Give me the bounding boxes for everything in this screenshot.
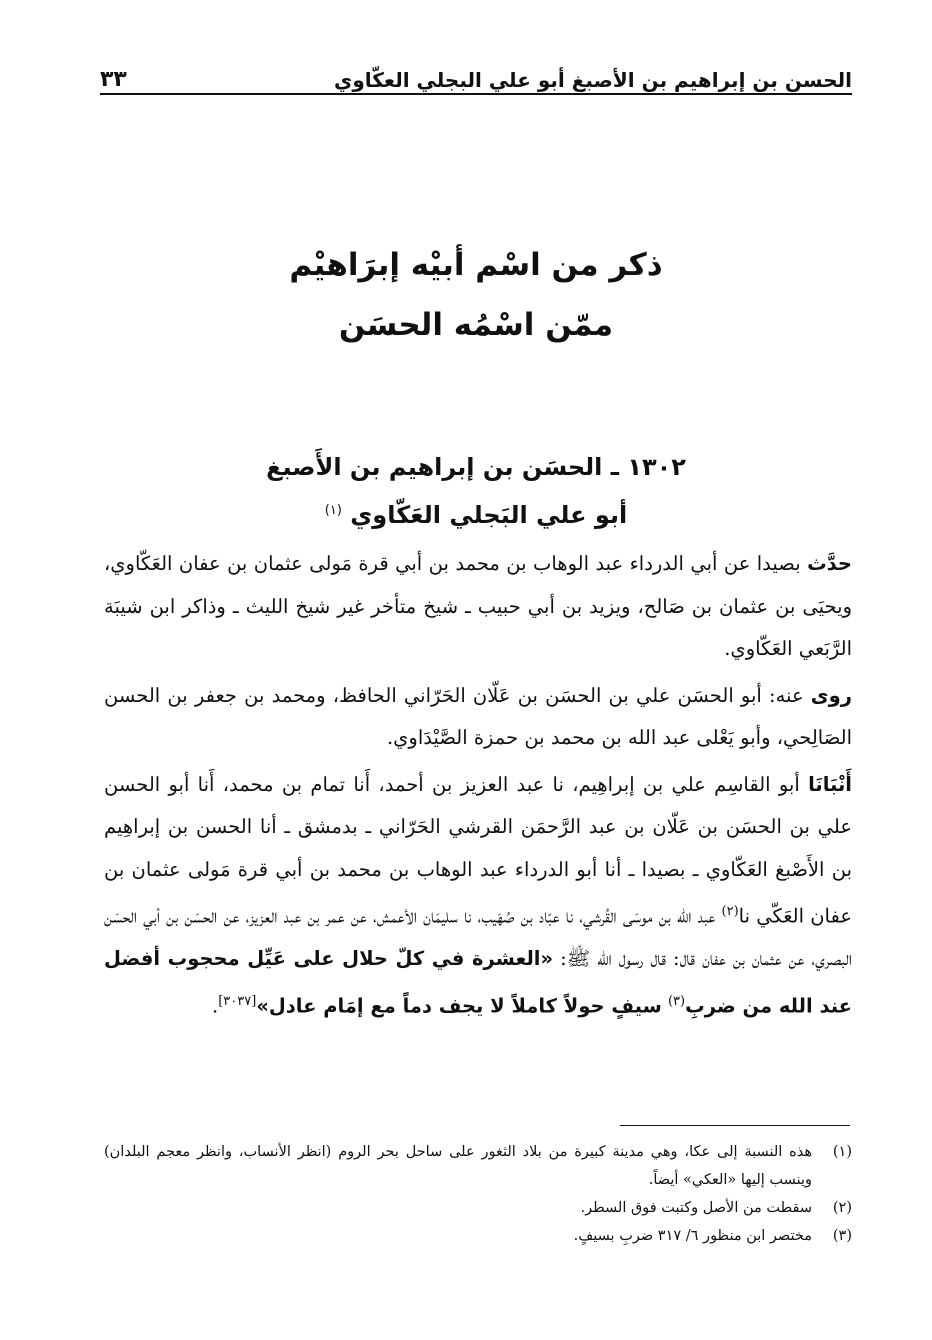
footnote [104,1222,852,1250]
chapter-title-line-1: ذكر من اسْم أبيْه إبرَاهيْم [289,247,663,283]
page-number: ٣٣ [100,67,127,92]
paragraph-narrated [104,543,852,671]
paragraph-lead: روى [810,683,852,707]
hadith-text: «العشرة في كلّ حلال على عَيِّل محجوب أفضل عند الله من ضربِ [104,947,852,1017]
entry-title-line-2 [100,489,852,537]
footnote-text: سقطت من الأصل وكتبت فوق السطر. [580,1200,812,1216]
footnotes [104,1138,852,1250]
entry-title-name: أبو علي البَجلي العَكّاوي [350,501,628,529]
header-rule [100,93,852,95]
paragraph-lead: أَنْبَانَا [808,772,852,796]
footnote-ref-3: (٣) [667,993,686,1009]
hadith-text: سيفٍ حولاً كاملاً لا يجف دماً مع إمَام عادل» [256,994,662,1017]
chapter-title-line-2: ممّن اسْمُه الحسَن [338,307,614,343]
footnote [104,1138,852,1194]
footnote-number: (٢) [832,1200,852,1216]
footnote-text: مختصر ابن منظور ٦/ ٣١٧ ضربِ بسيفٍ. [573,1228,812,1244]
paragraph-text: أبو القاسِم علي بن إبراهِيم، نا عبد العزيز بن أحمد، أَنا تمام بن محمد، أَنا أبو الحسن علي بن الحسَن بن عَلّان بن عبد الرَّحمَن القرشي الحَرّاني ـ بدمشق ـ أنا الحسن بن إبراهِيم بن الأَصْبغ العَكّاوي ـ بصيدا ـ أنا أبو الدرداء عبد الوهاب بن محمد بن أبي قرة مَولى عثمان بن عفان العَكّي نا [104,772,852,928]
footnote-ref-1: (١) [324,503,342,518]
running-title: الحسن بن إبراهيم بن الأصبغ أبو علي البجلي العكّاوي [334,68,852,92]
paragraph-isnad [104,764,852,1028]
paragraph-text: عبد اللّه بن موسَى القُرشي، نا عبّاد بن صُهَيب، نا سليمَان الأعمش، عن عمر بن عبد العزيز، عن الحسَن بن أبي الحسَن البصري، عن عثمان بن عفان قال: قال رسول الله ﷺ: [104,904,853,970]
chapter-title [100,235,852,355]
running-head [100,52,852,92]
footnote-number: (٣) [832,1228,852,1244]
footnote-text: هذه النسبة إلى عكا، وهي مدينة كبيرة من بلاد الثغور على ساحل بحر الروم (انظر الأنساب، وانظر معجم البلدان) وينسب إليها «العكي» أيضاً. [104,1144,812,1188]
source-ref: [٣٠٣٧] [218,993,257,1009]
footnote-ref-2: (٢) [721,904,739,919]
entry-title [100,445,852,537]
paragraph-text: بصيدا عن أبي الدرداء عبد الوهاب بن محمد بن أبي قرة مَولى عثمان بن عفان العَكّاوي، ويحيَى بن عثمان بن صَالح، ويزيد بن أبي حبيب ـ شيخ متأخر غير شيخ الليث ـ وذاكر ابن شيبَة الرَّبَعي العَكّاوي. [104,552,852,660]
paragraph-end: . [211,994,219,1017]
entry-body [104,543,852,1032]
footnote [104,1194,852,1222]
footnote-number: (١) [832,1144,852,1160]
entry-title-line-1: ١٣٠٢ ـ الحسَن بن إبراهيم بن الأَصبغ [266,453,686,481]
paragraph-text: عنه: أبو الحسَن علي بن الحسَن بن عَلّان الحَرّاني الحافظ، ومحمد بن جعفر بن الحسن الصَالِحي، وأبو يَعْلى عبد الله بن محمد بن حمزة الصَّيْدَاوي. [104,683,852,749]
footnote-rule [620,1125,850,1126]
paragraph-narrators [104,675,852,760]
paragraph-lead: حدَّث [807,552,852,575]
